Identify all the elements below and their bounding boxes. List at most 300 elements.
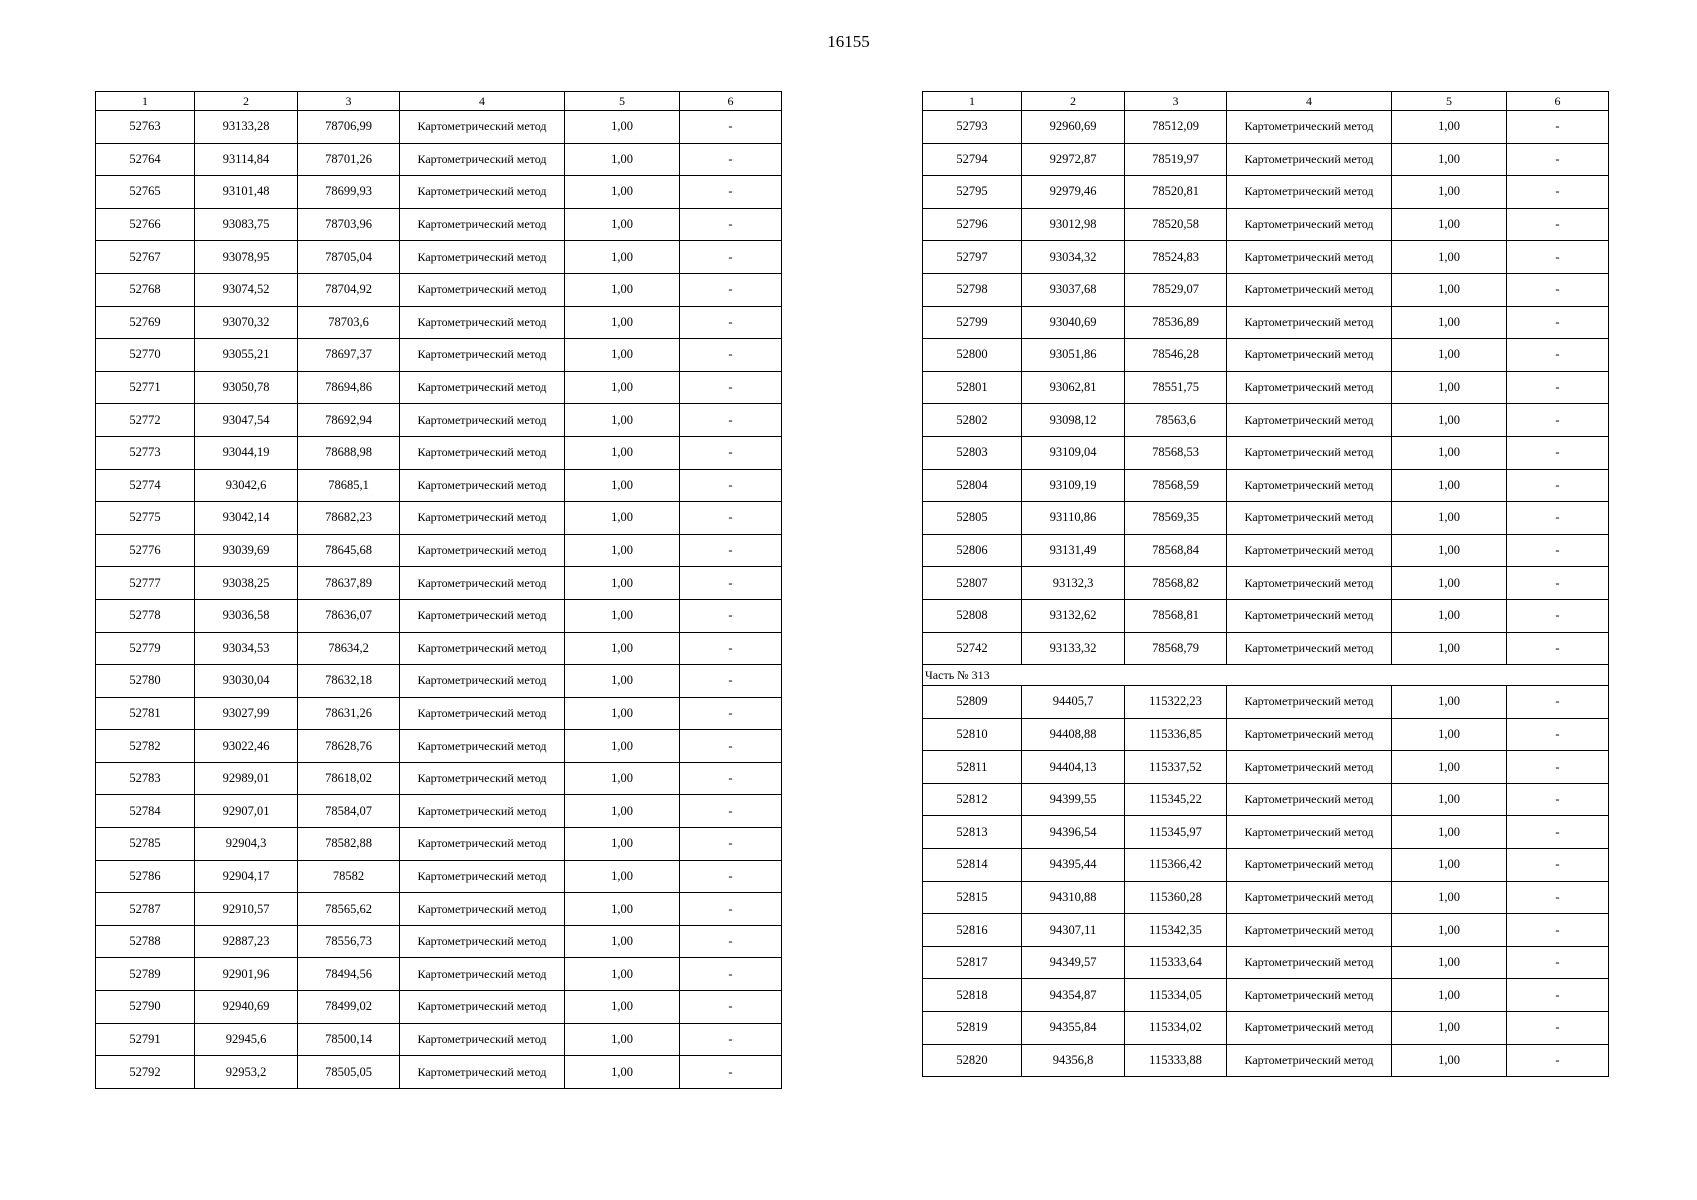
x-coordinate-cell: 94405,7 <box>1022 686 1125 719</box>
x-coordinate-cell: 93098,12 <box>1022 404 1125 437</box>
table-row <box>96 762 782 795</box>
y-coordinate-cell: 115334,02 <box>1125 1012 1227 1045</box>
point-number-cell: 52795 <box>923 176 1022 209</box>
description-cell: - <box>1507 404 1609 437</box>
y-coordinate-cell: 115345,22 <box>1125 783 1227 816</box>
method-cell: Картометрический метод <box>400 176 565 209</box>
point-number-cell: 52774 <box>96 469 195 502</box>
accuracy-cell: 1,00 <box>1392 816 1507 849</box>
table-row <box>923 273 1609 306</box>
x-coordinate-cell: 93133,32 <box>1022 632 1125 665</box>
method-cell: Картометрический метод <box>400 241 565 274</box>
x-coordinate-cell: 93038,25 <box>195 567 298 600</box>
table-row <box>96 795 782 828</box>
method-cell: Картометрический метод <box>1227 849 1392 882</box>
method-cell: Картометрический метод <box>1227 599 1392 632</box>
description-cell: - <box>680 1056 782 1089</box>
table-row <box>96 1023 782 1056</box>
x-coordinate-cell: 93132,3 <box>1022 567 1125 600</box>
column-header: 1 <box>923 92 1022 111</box>
accuracy-cell: 1,00 <box>565 534 680 567</box>
accuracy-cell: 1,00 <box>565 991 680 1024</box>
accuracy-cell: 1,00 <box>1392 632 1507 665</box>
x-coordinate-cell: 93062,81 <box>1022 371 1125 404</box>
point-number-cell: 52763 <box>96 111 195 144</box>
y-coordinate-cell: 78637,89 <box>298 567 400 600</box>
y-coordinate-cell: 115336,85 <box>1125 718 1227 751</box>
accuracy-cell: 1,00 <box>1392 1012 1507 1045</box>
table-header-row <box>923 92 1609 111</box>
description-cell: - <box>1507 436 1609 469</box>
accuracy-cell: 1,00 <box>565 469 680 502</box>
description-cell: - <box>680 143 782 176</box>
table-row <box>96 111 782 144</box>
description-cell: - <box>680 176 782 209</box>
description-cell: - <box>1507 783 1609 816</box>
description-cell: - <box>1507 371 1609 404</box>
method-cell: Картометрический метод <box>400 599 565 632</box>
point-number-cell: 52802 <box>923 404 1022 437</box>
x-coordinate-cell: 94396,54 <box>1022 816 1125 849</box>
part-label: Часть № 313 <box>923 665 1609 686</box>
description-cell: - <box>680 893 782 926</box>
description-cell: - <box>1507 273 1609 306</box>
table-row <box>96 925 782 958</box>
table-row <box>96 893 782 926</box>
x-coordinate-cell: 93110,86 <box>1022 502 1125 535</box>
table-row <box>923 436 1609 469</box>
table-row <box>96 143 782 176</box>
x-coordinate-cell: 93042,6 <box>195 469 298 502</box>
point-number-cell: 52797 <box>923 241 1022 274</box>
table-row <box>96 339 782 372</box>
point-number-cell: 52806 <box>923 534 1022 567</box>
description-cell: - <box>1507 946 1609 979</box>
method-cell: Картометрический метод <box>1227 1044 1392 1077</box>
point-number-cell: 52769 <box>96 306 195 339</box>
method-cell: Картометрический метод <box>400 1056 565 1089</box>
x-coordinate-cell: 93042,14 <box>195 502 298 535</box>
table-row <box>96 273 782 306</box>
table-row <box>96 502 782 535</box>
method-cell: Картометрический метод <box>400 111 565 144</box>
x-coordinate-cell: 94349,57 <box>1022 946 1125 979</box>
description-cell: - <box>1507 751 1609 784</box>
point-number-cell: 52790 <box>96 991 195 1024</box>
point-number-cell: 52809 <box>923 686 1022 719</box>
x-coordinate-cell: 92953,2 <box>195 1056 298 1089</box>
accuracy-cell: 1,00 <box>1392 404 1507 437</box>
description-cell: - <box>680 436 782 469</box>
method-cell: Картометрический метод <box>1227 111 1392 144</box>
accuracy-cell: 1,00 <box>565 176 680 209</box>
table-row <box>923 632 1609 665</box>
x-coordinate-cell: 93131,49 <box>1022 534 1125 567</box>
point-number-cell: 52789 <box>96 958 195 991</box>
point-number-cell: 52818 <box>923 979 1022 1012</box>
y-coordinate-cell: 78565,62 <box>298 893 400 926</box>
point-number-cell: 52764 <box>96 143 195 176</box>
description-cell: - <box>680 762 782 795</box>
point-number-cell: 52785 <box>96 828 195 861</box>
description-cell: - <box>680 208 782 241</box>
point-number-cell: 52776 <box>96 534 195 567</box>
method-cell: Картометрический метод <box>1227 783 1392 816</box>
description-cell: - <box>1507 686 1609 719</box>
x-coordinate-cell: 93034,53 <box>195 632 298 665</box>
method-cell: Картометрический метод <box>1227 881 1392 914</box>
table-row <box>96 469 782 502</box>
y-coordinate-cell: 78520,81 <box>1125 176 1227 209</box>
y-coordinate-cell: 78697,37 <box>298 339 400 372</box>
y-coordinate-cell: 115360,28 <box>1125 881 1227 914</box>
accuracy-cell: 1,00 <box>565 762 680 795</box>
table-row <box>923 783 1609 816</box>
x-coordinate-cell: 93055,21 <box>195 339 298 372</box>
y-coordinate-cell: 78694,86 <box>298 371 400 404</box>
x-coordinate-cell: 92910,57 <box>195 893 298 926</box>
point-number-cell: 52768 <box>96 273 195 306</box>
point-number-cell: 52786 <box>96 860 195 893</box>
method-cell: Картометрический метод <box>400 632 565 665</box>
table-row <box>96 1056 782 1089</box>
accuracy-cell: 1,00 <box>1392 436 1507 469</box>
method-cell: Картометрический метод <box>1227 914 1392 947</box>
table-row <box>923 599 1609 632</box>
point-number-cell: 52792 <box>96 1056 195 1089</box>
y-coordinate-cell: 78688,98 <box>298 436 400 469</box>
y-coordinate-cell: 78584,07 <box>298 795 400 828</box>
description-cell: - <box>1507 1012 1609 1045</box>
method-cell: Картометрический метод <box>400 567 565 600</box>
table-row <box>96 665 782 698</box>
table-row <box>96 208 782 241</box>
accuracy-cell: 1,00 <box>565 599 680 632</box>
point-number-cell: 52793 <box>923 111 1022 144</box>
table-row <box>923 208 1609 241</box>
y-coordinate-cell: 78699,93 <box>298 176 400 209</box>
y-coordinate-cell: 78582,88 <box>298 828 400 861</box>
accuracy-cell: 1,00 <box>1392 783 1507 816</box>
accuracy-cell: 1,00 <box>1392 751 1507 784</box>
table-row <box>96 632 782 665</box>
accuracy-cell: 1,00 <box>565 925 680 958</box>
description-cell: - <box>680 697 782 730</box>
description-cell: - <box>1507 632 1609 665</box>
table-row <box>923 339 1609 372</box>
x-coordinate-cell: 94354,87 <box>1022 979 1125 1012</box>
accuracy-cell: 1,00 <box>1392 718 1507 751</box>
accuracy-cell: 1,00 <box>1392 1044 1507 1077</box>
method-cell: Картометрический метод <box>400 958 565 991</box>
description-cell: - <box>1507 143 1609 176</box>
description-cell: - <box>1507 718 1609 751</box>
accuracy-cell: 1,00 <box>565 273 680 306</box>
column-header: 5 <box>1392 92 1507 111</box>
x-coordinate-cell: 92945,6 <box>195 1023 298 1056</box>
method-cell: Картометрический метод <box>400 534 565 567</box>
method-cell: Картометрический метод <box>400 306 565 339</box>
description-cell: - <box>1507 339 1609 372</box>
table-row <box>923 534 1609 567</box>
method-cell: Картометрический метод <box>1227 143 1392 176</box>
y-coordinate-cell: 78704,92 <box>298 273 400 306</box>
x-coordinate-cell: 92887,23 <box>195 925 298 958</box>
accuracy-cell: 1,00 <box>565 339 680 372</box>
table-row <box>923 718 1609 751</box>
point-number-cell: 52808 <box>923 599 1022 632</box>
point-number-cell: 52780 <box>96 665 195 698</box>
method-cell: Картометрический метод <box>1227 632 1392 665</box>
description-cell: - <box>680 534 782 567</box>
table-row <box>923 567 1609 600</box>
method-cell: Картометрический метод <box>1227 816 1392 849</box>
accuracy-cell: 1,00 <box>1392 176 1507 209</box>
point-number-cell: 52788 <box>96 925 195 958</box>
method-cell: Картометрический метод <box>400 436 565 469</box>
method-cell: Картометрический метод <box>1227 567 1392 600</box>
table-row <box>96 567 782 600</box>
y-coordinate-cell: 78551,75 <box>1125 371 1227 404</box>
y-coordinate-cell: 115345,97 <box>1125 816 1227 849</box>
accuracy-cell: 1,00 <box>1392 241 1507 274</box>
table-row <box>96 958 782 991</box>
y-coordinate-cell: 78618,02 <box>298 762 400 795</box>
method-cell: Картометрический метод <box>1227 469 1392 502</box>
table-row <box>96 436 782 469</box>
y-coordinate-cell: 78705,04 <box>298 241 400 274</box>
method-cell: Картометрический метод <box>1227 176 1392 209</box>
table-row <box>923 371 1609 404</box>
table-row <box>923 914 1609 947</box>
description-cell: - <box>680 632 782 665</box>
accuracy-cell: 1,00 <box>565 404 680 437</box>
x-coordinate-cell: 94395,44 <box>1022 849 1125 882</box>
x-coordinate-cell: 93078,95 <box>195 241 298 274</box>
accuracy-cell: 1,00 <box>1392 111 1507 144</box>
table-header-row <box>96 92 782 111</box>
x-coordinate-cell: 94399,55 <box>1022 783 1125 816</box>
point-number-cell: 52810 <box>923 718 1022 751</box>
x-coordinate-cell: 93132,62 <box>1022 599 1125 632</box>
method-cell: Картометрический метод <box>400 502 565 535</box>
method-cell: Картометрический метод <box>400 273 565 306</box>
column-header: 6 <box>680 92 782 111</box>
accuracy-cell: 1,00 <box>1392 567 1507 600</box>
description-cell: - <box>1507 979 1609 1012</box>
y-coordinate-cell: 78692,94 <box>298 404 400 437</box>
x-coordinate-cell: 93101,48 <box>195 176 298 209</box>
table-row <box>96 371 782 404</box>
column-header: 3 <box>298 92 400 111</box>
point-number-cell: 52775 <box>96 502 195 535</box>
point-number-cell: 52807 <box>923 567 1022 600</box>
method-cell: Картометрический метод <box>1227 371 1392 404</box>
description-cell: - <box>680 599 782 632</box>
x-coordinate-cell: 93083,75 <box>195 208 298 241</box>
description-cell: - <box>680 1023 782 1056</box>
x-coordinate-cell: 94310,88 <box>1022 881 1125 914</box>
description-cell: - <box>680 958 782 991</box>
point-number-cell: 52771 <box>96 371 195 404</box>
description-cell: - <box>1507 816 1609 849</box>
x-coordinate-cell: 93133,28 <box>195 111 298 144</box>
method-cell: Картометрический метод <box>400 925 565 958</box>
description-cell: - <box>1507 849 1609 882</box>
x-coordinate-cell: 92904,17 <box>195 860 298 893</box>
point-number-cell: 52770 <box>96 339 195 372</box>
y-coordinate-cell: 78703,96 <box>298 208 400 241</box>
point-number-cell: 52766 <box>96 208 195 241</box>
y-coordinate-cell: 78512,09 <box>1125 111 1227 144</box>
accuracy-cell: 1,00 <box>1392 273 1507 306</box>
point-number-cell: 52781 <box>96 697 195 730</box>
column-header: 4 <box>1227 92 1392 111</box>
description-cell: - <box>680 665 782 698</box>
part-row <box>923 665 1609 686</box>
method-cell: Картометрический метод <box>400 730 565 763</box>
column-header: 2 <box>1022 92 1125 111</box>
point-number-cell: 52805 <box>923 502 1022 535</box>
accuracy-cell: 1,00 <box>565 111 680 144</box>
method-cell: Картометрический метод <box>400 469 565 502</box>
y-coordinate-cell: 78494,56 <box>298 958 400 991</box>
table-row <box>96 828 782 861</box>
description-cell: - <box>1507 176 1609 209</box>
description-cell: - <box>1507 111 1609 144</box>
y-coordinate-cell: 78682,23 <box>298 502 400 535</box>
point-number-cell: 52812 <box>923 783 1022 816</box>
description-cell: - <box>1507 1044 1609 1077</box>
x-coordinate-cell: 94356,8 <box>1022 1044 1125 1077</box>
table-row <box>923 502 1609 535</box>
y-coordinate-cell: 78505,05 <box>298 1056 400 1089</box>
x-coordinate-cell: 92979,46 <box>1022 176 1125 209</box>
point-number-cell: 52814 <box>923 849 1022 882</box>
y-coordinate-cell: 78568,82 <box>1125 567 1227 600</box>
table-row <box>96 860 782 893</box>
method-cell: Картометрический метод <box>1227 534 1392 567</box>
point-number-cell: 52800 <box>923 339 1022 372</box>
point-number-cell: 52767 <box>96 241 195 274</box>
method-cell: Картометрический метод <box>400 762 565 795</box>
accuracy-cell: 1,00 <box>565 730 680 763</box>
table-row <box>96 599 782 632</box>
table-row <box>923 751 1609 784</box>
description-cell: - <box>1507 914 1609 947</box>
point-number-cell: 52819 <box>923 1012 1022 1045</box>
point-number-cell: 52813 <box>923 816 1022 849</box>
description-cell: - <box>1507 881 1609 914</box>
table-row <box>96 176 782 209</box>
table-row <box>96 241 782 274</box>
accuracy-cell: 1,00 <box>1392 534 1507 567</box>
point-number-cell: 52784 <box>96 795 195 828</box>
method-cell: Картометрический метод <box>1227 686 1392 719</box>
y-coordinate-cell: 78563,6 <box>1125 404 1227 437</box>
point-number-cell: 52783 <box>96 762 195 795</box>
description-cell: - <box>680 273 782 306</box>
point-number-cell: 52742 <box>923 632 1022 665</box>
x-coordinate-cell: 92989,01 <box>195 762 298 795</box>
y-coordinate-cell: 78569,35 <box>1125 502 1227 535</box>
description-cell: - <box>1507 208 1609 241</box>
table-row <box>96 306 782 339</box>
accuracy-cell: 1,00 <box>565 1056 680 1089</box>
point-number-cell: 52773 <box>96 436 195 469</box>
accuracy-cell: 1,00 <box>565 958 680 991</box>
point-number-cell: 52799 <box>923 306 1022 339</box>
accuracy-cell: 1,00 <box>565 1023 680 1056</box>
point-number-cell: 52801 <box>923 371 1022 404</box>
description-cell: - <box>680 795 782 828</box>
x-coordinate-cell: 93012,98 <box>1022 208 1125 241</box>
accuracy-cell: 1,00 <box>565 436 680 469</box>
table-row <box>923 306 1609 339</box>
description-cell: - <box>680 404 782 437</box>
y-coordinate-cell: 78568,79 <box>1125 632 1227 665</box>
y-coordinate-cell: 78701,26 <box>298 143 400 176</box>
y-coordinate-cell: 78634,2 <box>298 632 400 665</box>
table-row <box>923 241 1609 274</box>
x-coordinate-cell: 93114,84 <box>195 143 298 176</box>
table-row <box>96 404 782 437</box>
point-number-cell: 52794 <box>923 143 1022 176</box>
y-coordinate-cell: 78631,26 <box>298 697 400 730</box>
point-number-cell: 52804 <box>923 469 1022 502</box>
x-coordinate-cell: 93036,58 <box>195 599 298 632</box>
accuracy-cell: 1,00 <box>1392 914 1507 947</box>
x-coordinate-cell: 92907,01 <box>195 795 298 828</box>
table-row <box>923 849 1609 882</box>
description-cell: - <box>680 828 782 861</box>
table-row <box>96 534 782 567</box>
y-coordinate-cell: 115337,52 <box>1125 751 1227 784</box>
description-cell: - <box>1507 534 1609 567</box>
x-coordinate-cell: 93109,19 <box>1022 469 1125 502</box>
accuracy-cell: 1,00 <box>1392 306 1507 339</box>
accuracy-cell: 1,00 <box>565 632 680 665</box>
accuracy-cell: 1,00 <box>1392 371 1507 404</box>
y-coordinate-cell: 78519,97 <box>1125 143 1227 176</box>
accuracy-cell: 1,00 <box>1392 208 1507 241</box>
coordinates-table-left <box>95 91 782 1089</box>
description-cell: - <box>680 371 782 404</box>
table-row <box>96 730 782 763</box>
accuracy-cell: 1,00 <box>1392 686 1507 719</box>
y-coordinate-cell: 78500,14 <box>298 1023 400 1056</box>
y-coordinate-cell: 78568,81 <box>1125 599 1227 632</box>
method-cell: Картометрический метод <box>1227 718 1392 751</box>
accuracy-cell: 1,00 <box>1392 979 1507 1012</box>
y-coordinate-cell: 78706,99 <box>298 111 400 144</box>
description-cell: - <box>680 860 782 893</box>
table-row <box>923 404 1609 437</box>
accuracy-cell: 1,00 <box>1392 599 1507 632</box>
table-row <box>923 1044 1609 1077</box>
table-row <box>923 946 1609 979</box>
table-row <box>923 469 1609 502</box>
description-cell: - <box>680 111 782 144</box>
method-cell: Картометрический метод <box>1227 306 1392 339</box>
y-coordinate-cell: 78568,53 <box>1125 436 1227 469</box>
method-cell: Картометрический метод <box>400 665 565 698</box>
y-coordinate-cell: 78685,1 <box>298 469 400 502</box>
y-coordinate-cell: 78520,58 <box>1125 208 1227 241</box>
method-cell: Картометрический метод <box>400 893 565 926</box>
table-row <box>96 991 782 1024</box>
table-row <box>923 1012 1609 1045</box>
